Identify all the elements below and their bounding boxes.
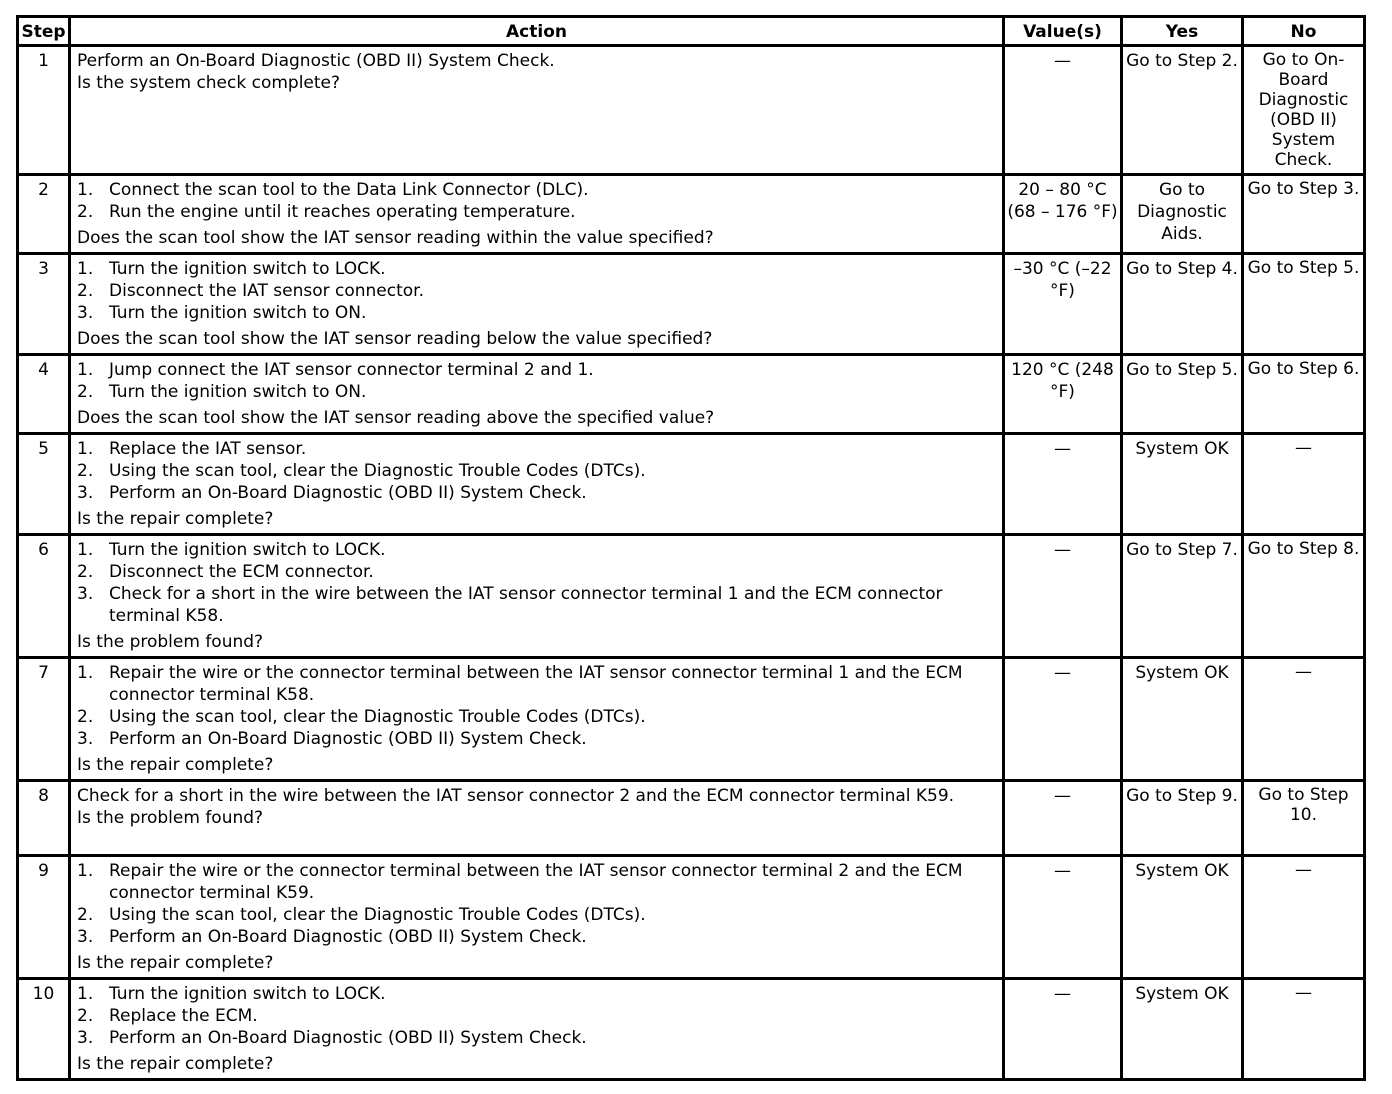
action-step-text: Turn the ignition switch to LOCK. bbox=[109, 540, 386, 560]
table-header bbox=[18, 17, 1365, 46]
step-number: 7 bbox=[18, 658, 70, 781]
action-step-item bbox=[77, 280, 998, 302]
action-step-text: Turn the ignition switch to ON. bbox=[109, 382, 367, 402]
action-step-number: 1. bbox=[77, 984, 94, 1004]
value-cell: — bbox=[1004, 46, 1122, 175]
action-step-number: 1. bbox=[77, 180, 94, 200]
action-step-text: Perform an On-Board Diagnostic (OBD II) System Check. bbox=[109, 927, 587, 947]
value-cell: — bbox=[1004, 979, 1122, 1080]
action-cell bbox=[70, 355, 1004, 434]
action-steps-list bbox=[77, 258, 998, 324]
action-steps-list bbox=[77, 438, 998, 504]
action-step-number: 2. bbox=[77, 202, 94, 222]
action-steps-list bbox=[77, 179, 998, 223]
action-cell bbox=[70, 856, 1004, 979]
action-step-item bbox=[77, 706, 998, 728]
action-step-number: 1. bbox=[77, 259, 94, 279]
step-number: 3 bbox=[18, 254, 70, 355]
action-step-number: 2. bbox=[77, 905, 94, 925]
action-step-text: Perform an On-Board Diagnostic (OBD II) System Check. bbox=[109, 729, 587, 749]
no-cell: — bbox=[1243, 434, 1365, 535]
yes-cell: System OK bbox=[1122, 434, 1243, 535]
action-step-number: 1. bbox=[77, 360, 94, 380]
action-step-number: 2. bbox=[77, 382, 94, 402]
action-step-number: 2. bbox=[77, 562, 94, 582]
action-step-text: Perform an On-Board Diagnostic (OBD II) System Check. bbox=[109, 483, 587, 503]
header-row bbox=[18, 17, 1365, 46]
action-step-item bbox=[77, 359, 998, 381]
action-intro: Perform an On-Board Diagnostic (OBD II) System Check. bbox=[77, 51, 555, 71]
no-cell: Go to Step 3. bbox=[1243, 175, 1365, 254]
action-step-item bbox=[77, 438, 998, 460]
table-row bbox=[18, 781, 1365, 856]
no-cell: Go to Step 5. bbox=[1243, 254, 1365, 355]
action-question: Does the scan tool show the IAT sensor reading above the specified value? bbox=[77, 408, 715, 428]
action-step-text: Using the scan tool, clear the Diagnostic Trouble Codes (DTCs). bbox=[109, 905, 646, 925]
action-step-item bbox=[77, 482, 998, 504]
no-cell: Go to Step 6. bbox=[1243, 355, 1365, 434]
action-intro: Check for a short in the wire between the IAT sensor connector 2 and the ECM connector terminal K59. bbox=[77, 786, 955, 806]
action-step-number: 2. bbox=[77, 707, 94, 727]
header-values: Value(s) bbox=[1004, 17, 1122, 46]
no-cell: Go to On-Board Diagnostic (OBD II) System Check. bbox=[1243, 46, 1365, 175]
table-row bbox=[18, 434, 1365, 535]
action-steps-list bbox=[77, 662, 998, 750]
value-cell: 20 – 80 °C (68 – 176 °F) bbox=[1004, 175, 1122, 254]
action-step-text: Connect the scan tool to the Data Link Connector (DLC). bbox=[109, 180, 589, 200]
action-step-text: Turn the ignition switch to ON. bbox=[109, 303, 367, 323]
action-step-text: Using the scan tool, clear the Diagnostic Trouble Codes (DTCs). bbox=[109, 461, 646, 481]
action-steps-list bbox=[77, 539, 998, 627]
value-cell: — bbox=[1004, 434, 1122, 535]
table-row bbox=[18, 979, 1365, 1080]
action-step-item bbox=[77, 201, 998, 223]
action-step-number: 3. bbox=[77, 303, 94, 323]
action-step-item bbox=[77, 561, 998, 583]
table-row bbox=[18, 658, 1365, 781]
action-steps-list bbox=[77, 860, 998, 948]
step-number: 6 bbox=[18, 535, 70, 658]
action-step-number: 1. bbox=[77, 439, 94, 459]
value-cell: –30 °C (–22 °F) bbox=[1004, 254, 1122, 355]
action-question: Is the system check complete? bbox=[77, 73, 341, 93]
action-step-item bbox=[77, 983, 998, 1005]
action-step-item bbox=[77, 1005, 998, 1027]
step-number: 4 bbox=[18, 355, 70, 434]
action-step-item bbox=[77, 904, 998, 926]
action-step-item bbox=[77, 179, 998, 201]
action-cell bbox=[70, 979, 1004, 1080]
action-question: Is the repair complete? bbox=[77, 755, 274, 775]
yes-cell: Go to Step 5. bbox=[1122, 355, 1243, 434]
action-step-number: 1. bbox=[77, 663, 94, 683]
value-cell: — bbox=[1004, 658, 1122, 781]
action-cell bbox=[70, 781, 1004, 856]
action-cell bbox=[70, 175, 1004, 254]
action-steps-list bbox=[77, 359, 998, 403]
action-question: Is the repair complete? bbox=[77, 509, 274, 529]
yes-cell: Go to Step 7. bbox=[1122, 535, 1243, 658]
action-cell bbox=[70, 535, 1004, 658]
yes-cell: Go to Step 4. bbox=[1122, 254, 1243, 355]
action-step-item bbox=[77, 583, 998, 627]
value-cell: — bbox=[1004, 535, 1122, 658]
table-body bbox=[18, 46, 1365, 1080]
action-step-text: Repair the wire or the connector terminal between the IAT sensor connector terminal 1 and the ECM connector terminal K58. bbox=[109, 663, 963, 705]
action-step-item bbox=[77, 460, 998, 482]
yes-cell: Go to Step 9. bbox=[1122, 781, 1243, 856]
action-step-item bbox=[77, 1027, 998, 1049]
action-step-number: 3. bbox=[77, 584, 94, 604]
action-step-number: 2. bbox=[77, 281, 94, 301]
step-number: 8 bbox=[18, 781, 70, 856]
header-step: Step bbox=[18, 17, 70, 46]
header-no: No bbox=[1243, 17, 1365, 46]
action-step-item bbox=[77, 258, 998, 280]
table-row bbox=[18, 535, 1365, 658]
action-step-text: Jump connect the IAT sensor connector terminal 2 and 1. bbox=[109, 360, 594, 380]
action-question: Is the repair complete? bbox=[77, 1054, 274, 1074]
action-question: Does the scan tool show the IAT sensor reading within the value specified? bbox=[77, 228, 714, 248]
action-step-text: Replace the ECM. bbox=[109, 1006, 258, 1026]
yes-cell: Go to Step 2. bbox=[1122, 46, 1243, 175]
table-row bbox=[18, 254, 1365, 355]
step-number: 1 bbox=[18, 46, 70, 175]
action-step-number: 3. bbox=[77, 1028, 94, 1048]
action-step-text: Turn the ignition switch to LOCK. bbox=[109, 259, 386, 279]
value-cell: — bbox=[1004, 781, 1122, 856]
table-row bbox=[18, 175, 1365, 254]
header-action: Action bbox=[70, 17, 1004, 46]
action-step-number: 1. bbox=[77, 861, 94, 881]
action-cell bbox=[70, 434, 1004, 535]
yes-cell: System OK bbox=[1122, 979, 1243, 1080]
yes-cell: System OK bbox=[1122, 658, 1243, 781]
action-step-text: Perform an On-Board Diagnostic (OBD II) System Check. bbox=[109, 1028, 587, 1048]
yes-cell: System OK bbox=[1122, 856, 1243, 979]
action-step-text: Repair the wire or the connector terminal between the IAT sensor connector terminal 2 and the ECM connector terminal K59. bbox=[109, 861, 963, 903]
action-step-item bbox=[77, 728, 998, 750]
action-step-item bbox=[77, 662, 998, 706]
step-number: 10 bbox=[18, 979, 70, 1080]
action-step-text: Run the engine until it reaches operating temperature. bbox=[109, 202, 576, 222]
action-step-item bbox=[77, 926, 998, 948]
table-row bbox=[18, 856, 1365, 979]
action-step-text: Using the scan tool, clear the Diagnostic Trouble Codes (DTCs). bbox=[109, 707, 646, 727]
no-cell: — bbox=[1243, 979, 1365, 1080]
action-step-item bbox=[77, 302, 998, 324]
header-yes: Yes bbox=[1122, 17, 1243, 46]
table-row bbox=[18, 46, 1365, 175]
action-step-number: 2. bbox=[77, 1006, 94, 1026]
action-cell bbox=[70, 46, 1004, 175]
step-number: 2 bbox=[18, 175, 70, 254]
value-cell: — bbox=[1004, 856, 1122, 979]
action-step-text: Check for a short in the wire between the IAT sensor connector terminal 1 and the ECM connector terminal K58. bbox=[109, 584, 943, 626]
action-step-number: 3. bbox=[77, 729, 94, 749]
yes-cell: Go to Diagnostic Aids. bbox=[1122, 175, 1243, 254]
no-cell: Go to Step 10. bbox=[1243, 781, 1365, 856]
action-step-item bbox=[77, 860, 998, 904]
table-row bbox=[18, 355, 1365, 434]
action-step-number: 3. bbox=[77, 483, 94, 503]
action-steps-list bbox=[77, 983, 998, 1049]
no-cell: Go to Step 8. bbox=[1243, 535, 1365, 658]
no-cell: — bbox=[1243, 658, 1365, 781]
step-number: 5 bbox=[18, 434, 70, 535]
action-question: Is the repair complete? bbox=[77, 953, 274, 973]
action-step-text: Disconnect the IAT sensor connector. bbox=[109, 281, 424, 301]
action-question: Is the problem found? bbox=[77, 632, 264, 652]
diagnostic-table bbox=[16, 15, 1366, 1081]
step-number: 9 bbox=[18, 856, 70, 979]
action-cell bbox=[70, 254, 1004, 355]
action-step-item bbox=[77, 381, 998, 403]
action-step-text: Replace the IAT sensor. bbox=[109, 439, 307, 459]
value-cell: 120 °C (248 °F) bbox=[1004, 355, 1122, 434]
no-cell: — bbox=[1243, 856, 1365, 979]
action-step-item bbox=[77, 539, 998, 561]
action-step-text: Disconnect the ECM connector. bbox=[109, 562, 374, 582]
action-question: Is the problem found? bbox=[77, 808, 264, 828]
action-step-number: 2. bbox=[77, 461, 94, 481]
action-step-text: Turn the ignition switch to LOCK. bbox=[109, 984, 386, 1004]
action-step-number: 3. bbox=[77, 927, 94, 947]
action-step-number: 1. bbox=[77, 540, 94, 560]
action-cell bbox=[70, 658, 1004, 781]
action-question: Does the scan tool show the IAT sensor reading below the value specified? bbox=[77, 329, 713, 349]
